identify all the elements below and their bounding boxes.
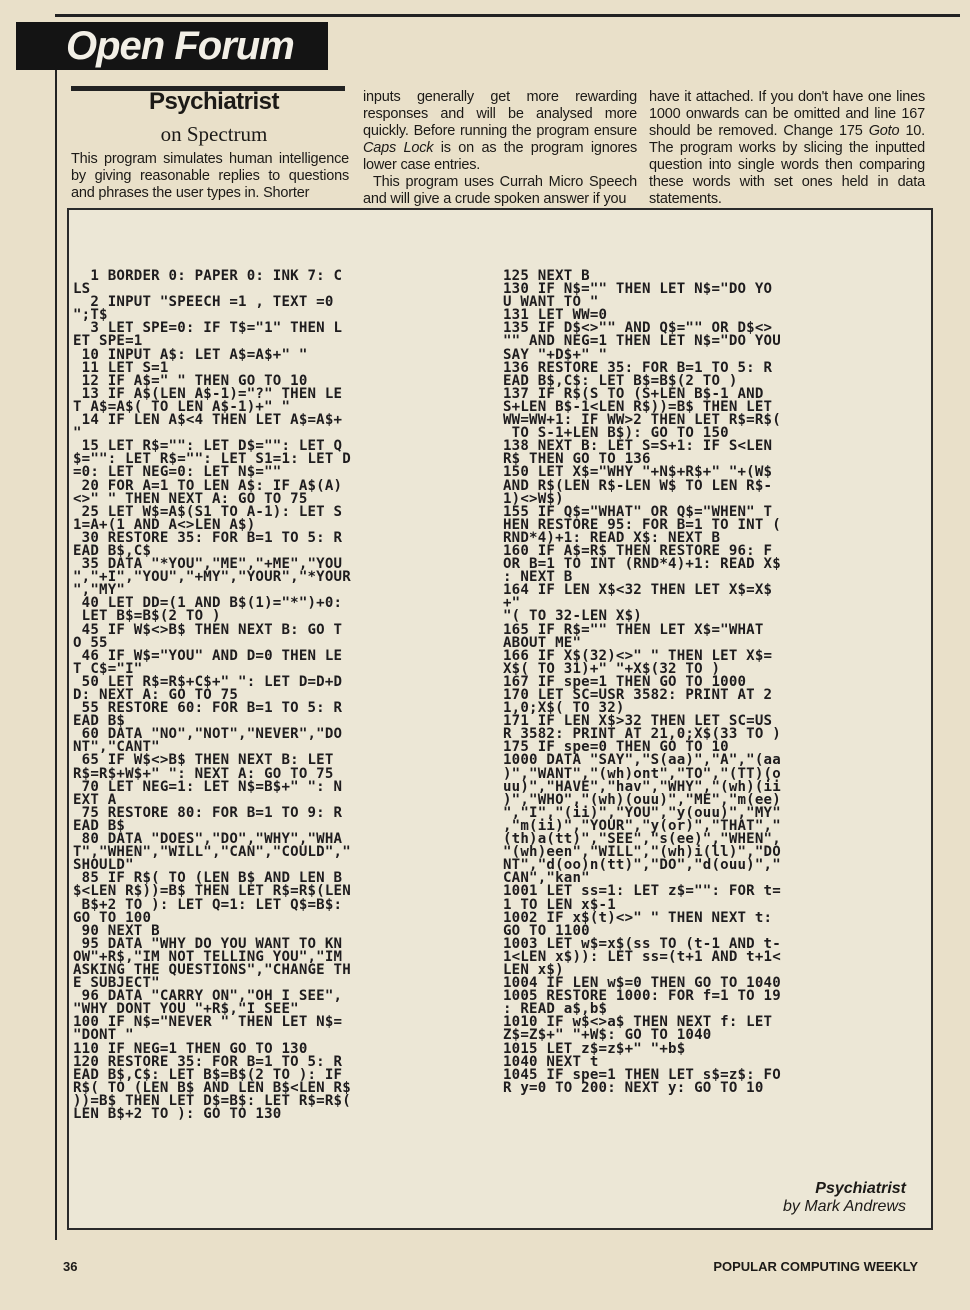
- code-line: 30 RESTORE 35: FOR B=1 TO 5: R: [73, 529, 343, 546]
- intro-text: is on as the program ignores lower case entries.: [363, 140, 637, 173]
- code-line: 171 IF LEN X$>32 THEN LET SC=US: [503, 713, 773, 730]
- code-line: R 3582: PRINT AT 21,0;X$(33 TO ): [503, 726, 781, 743]
- code-line: +": [503, 595, 521, 612]
- code-line: T","WHEN","WILL","CAN","COULD",": [73, 844, 351, 861]
- code-line: (th)a(tt)","SEE","s(ee)","WHEN",: [503, 831, 781, 848]
- code-line: "(wh)een","WILL","(wh)i(ll)","DO: [503, 844, 781, 861]
- code-line: 165 IF R$="" THEN LET X$="WHAT: [503, 621, 764, 638]
- code-line: ET SPE=1: [73, 333, 143, 350]
- code-line: NT","CANT": [73, 739, 160, 756]
- code-line: 11 LET S=1: [73, 359, 169, 376]
- code-line: R$=R$+W$+" ": NEXT A: GO TO 75: [73, 765, 334, 782]
- code-line: EAD B$: [73, 817, 126, 834]
- code-line: =0: LET NEG=0: LET N$="": [73, 464, 282, 481]
- intro-emphasis: Goto: [868, 123, 900, 139]
- code-line: 135 IF D$<>"" AND Q$="" OR D$<>: [503, 320, 773, 337]
- code-line: 155 IF Q$="WHAT" OR Q$="WHEN" T: [503, 503, 773, 520]
- code-line: 167 IF spe=1 THEN GO TO 1000: [503, 673, 747, 690]
- code-line: 160 IF A$=R$ THEN RESTORE 96: F: [503, 542, 773, 559]
- code-line: LS: [73, 281, 91, 298]
- code-line: 1003 LET w$=x$(ss TO (t-1 AND t-: [503, 935, 781, 952]
- code-line: 138 NEXT B: LET S=S+1: IF S<LEN: [503, 438, 773, 455]
- code-line: "WHY DONT YOU "+R$,"I SEE": [73, 1001, 299, 1018]
- code-line: 1001 LET ss=1: LET z$="": FOR t=: [503, 883, 781, 900]
- code-line: R$( TO (LEN B$ AND LEN B$<LEN R$: [73, 1079, 351, 1096]
- code-line: 150 LET X$="WHY "+N$+R$+" "+(W$: [503, 464, 773, 481]
- byline: [700, 1180, 906, 1216]
- code-line: 1004 IF LEN w$=0 THEN GO TO 1040: [503, 975, 781, 992]
- code-line: 90 NEXT B: [73, 922, 160, 939]
- code-line: 80 DATA "DOES","DO","WHY","WHA: [73, 831, 343, 848]
- code-line: ASKING THE QUESTIONS","CHANGE TH: [73, 961, 351, 978]
- listing-column-right: [503, 270, 928, 1095]
- article-subtitle: on Spectrum: [160, 122, 268, 146]
- code-line: ": [73, 425, 82, 442]
- code-line: SAY "+D$+" ": [503, 346, 608, 363]
- code-line: 14 IF LEN A$<4 THEN LET A$=A$+: [73, 412, 343, 429]
- code-line: 70 LET NEG=1: LET N$=B$+" ": N: [73, 778, 343, 795]
- code-line: : NEXT B: [503, 569, 573, 586]
- code-line: 25 LET W$=A$(S1 TO A-1): LET S: [73, 503, 343, 520]
- left-margin-rule: [55, 70, 57, 1240]
- article-title: Psychiatrist: [148, 88, 280, 115]
- code-line: Z$=Z$+" "+W$: GO TO 1040: [503, 1027, 712, 1044]
- code-line: $="": LET R$="": LET S1=1: LET D: [73, 451, 351, 468]
- code-line: 1=A+(1 AND A<>LEN A$): [73, 516, 256, 533]
- code-line: EXT A: [73, 791, 117, 808]
- code-line: EAD B$,C$: LET B$=B$(2 TO ): IF: [73, 1066, 343, 1083]
- code-line: ))=B$ THEN LET D$=B$: LET R$=R$(: [73, 1092, 351, 1109]
- code-line: 1002 IF x$(t)<>" " THEN NEXT t:: [503, 909, 773, 926]
- code-line: "DONT ": [73, 1027, 134, 1044]
- code-line: "( TO 32-LEN X$): [503, 608, 642, 625]
- code-line: ";T$: [73, 307, 108, 324]
- code-line: 1010 IF w$<>a$ THEN NEXT f: LET: [503, 1014, 773, 1031]
- intro-paragraph: This program uses Currah Micro Speech and will give a crude spoken answer if you: [363, 174, 637, 207]
- publication-name: POPULAR COMPUTING WEEKLY: [713, 1259, 918, 1274]
- intro-paragraph: [649, 89, 925, 208]
- code-line: 3 LET SPE=0: IF T$="1" THEN L: [73, 320, 343, 337]
- code-line: CAN","kan": [503, 870, 590, 887]
- code-line: ","+I","YOU","+MY","YOUR","*YOUR: [73, 569, 351, 586]
- intro-emphasis: Caps Lock: [363, 140, 434, 156]
- code-line: LEN B$+2 TO ): GO TO 130: [73, 1106, 282, 1122]
- code-line: AND R$(LEN R$-LEN W$ TO LEN R$-: [503, 477, 773, 494]
- code-line: 175 IF spe=0 THEN GO TO 10: [503, 739, 729, 756]
- code-line: )","WANT","(wh)ont","TO","(TT)(o: [503, 765, 781, 782]
- code-line: LEN x$): [503, 961, 564, 978]
- code-line: 15 LET R$="": LET D$="": LET Q: [73, 438, 343, 455]
- code-line: 96 DATA "CARRY ON","OH I SEE",: [73, 988, 343, 1005]
- code-line: HEN RESTORE 95: FOR B=1 TO INT (: [503, 516, 781, 533]
- code-line: OR B=1 TO INT (RND*4)+1: READ X$: [503, 556, 781, 573]
- code-line: 50 LET R$=R$+C$+" ": LET D=D+D: [73, 673, 343, 690]
- code-line: ","MY": [73, 582, 126, 599]
- code-line: 60 DATA "NO","NOT","NEVER","DO: [73, 726, 343, 743]
- code-line: R y=0 TO 200: NEXT y: GO TO 10: [503, 1079, 764, 1096]
- code-line: ABOUT ME": [503, 634, 582, 651]
- code-line: 1040 NEXT t: [503, 1053, 599, 1070]
- listing-column-left: [73, 270, 498, 1121]
- code-line: D: NEXT A: GO TO 75: [73, 687, 239, 703]
- code-line: "" AND NEG=1 THEN LET N$="DO YOU: [503, 333, 781, 350]
- code-line: <>" " THEN NEXT A: GO TO 75: [73, 490, 308, 507]
- code-line: 166 IF X$(32)<>" " THEN LET X$=: [503, 647, 773, 664]
- code-line: 100 IF N$="NEVER " THEN LET N$=: [73, 1014, 343, 1031]
- intro-column-2: [363, 89, 637, 208]
- code-line: 131 LET WW=0: [503, 307, 608, 324]
- code-line: 136 RESTORE 35: FOR B=1 TO 5: R: [503, 359, 773, 376]
- code-line: $<LEN R$))=B$ THEN LET R$=R$(LEN: [73, 883, 351, 900]
- intro-paragraph: This program simulates human intelligence by giving reasonable replies to questions and phrases the user types in. Shorter: [71, 151, 349, 201]
- code-line: LET B$=B$(2 TO ): [73, 608, 221, 625]
- code-line: 95 DATA "WHY DO YOU WANT TO KN: [73, 935, 343, 952]
- intro-text: 10. The program works by slicing the inputted question into single words then comparing these words with set ones held in data statements.: [649, 123, 926, 207]
- page-number: 36: [63, 1259, 78, 1274]
- intro-paragraph: [363, 89, 637, 174]
- section-masthead: Open Forum: [16, 22, 328, 70]
- code-line: 1005 RESTORE 1000: FOR f=1 TO 19: [503, 988, 781, 1005]
- intro-column-3: [649, 89, 925, 208]
- code-line: ","I","(ii)","YOU","y(ouu)","MY": [503, 804, 781, 821]
- code-line: 1<LEN x$)): LET ss=(t+1 AND t+1<: [503, 948, 781, 965]
- code-line: R$ THEN GO TO 136: [503, 451, 651, 468]
- intro-column-1: [71, 151, 349, 202]
- intro-text: inputs generally get more rewarding responses and will be analysed more quickly. Before running the program ensure: [363, 89, 637, 139]
- top-rule: [55, 14, 960, 17]
- code-line: EAD B$: [73, 713, 126, 730]
- code-line: 170 LET SC=USR 3582: PRINT AT 2: [503, 687, 773, 703]
- code-line: 10 INPUT A$: LET A$=A$+" ": [73, 346, 308, 363]
- code-line: 110 IF NEG=1 THEN GO TO 130: [73, 1040, 308, 1057]
- code-line: 40 LET DD=(1 AND B$(1)="*")+0:: [73, 595, 343, 612]
- code-line: 65 IF W$<>B$ THEN NEXT B: LET: [73, 752, 334, 769]
- code-line: 35 DATA "*YOU","ME","+ME","YOU: [73, 556, 343, 573]
- code-line: 130 IF N$="" THEN LET N$="DO YO: [503, 281, 773, 298]
- code-line: 1015 LET z$=z$+" "+b$: [503, 1040, 686, 1057]
- code-line: EAD B$,C$: [73, 542, 152, 559]
- code-line: 125 NEXT B: [503, 268, 590, 284]
- code-line: 1 TO LEN x$-1: [503, 896, 616, 913]
- code-line: 85 IF R$( TO (LEN B$ AND LEN B: [73, 870, 343, 887]
- code-line: 137 IF R$(S TO (S+LEN B$-1 AND: [503, 385, 764, 402]
- code-line: 20 FOR A=1 TO LEN A$: IF A$(A): [73, 477, 343, 494]
- code-line: )","WHO","(wh)(ouu)","ME","m(ee): [503, 791, 781, 808]
- code-line: 1,0;X$( TO 32): [503, 700, 625, 717]
- code-line: 75 RESTORE 80: FOR B=1 TO 9: R: [73, 804, 343, 821]
- code-line: NT","d(oo)n(tt)","DO","d(ouu)",": [503, 857, 781, 874]
- code-line: 1 BORDER 0: PAPER 0: INK 7: C: [73, 268, 343, 284]
- code-line: 46 IF W$="YOU" AND D=0 THEN LE: [73, 647, 343, 664]
- code-line: 2 INPUT "SPEECH =1 , TEXT =0: [73, 294, 334, 311]
- code-line: 45 IF W$<>B$ THEN NEXT B: GO T: [73, 621, 343, 638]
- byline-author: by Mark Andrews: [783, 1198, 906, 1215]
- code-line: TO S-1+LEN B$): GO TO 150: [503, 425, 729, 442]
- code-line: RND*4)+1: READ X$: NEXT B: [503, 529, 721, 546]
- code-line: 12 IF A$=" " THEN GO TO 10: [73, 372, 308, 389]
- code-line: 1000 DATA "SAY","S(aa)","A","(aa: [503, 752, 781, 769]
- code-line: GO TO 1100: [503, 922, 590, 939]
- code-line: T A$=A$( TO LEN A$-1)+" ": [73, 398, 291, 415]
- intro-text: have it attached. If you don't have one lines 1000 onwards can be omitted and line 167 should be removed. Change 175: [649, 89, 925, 139]
- code-line: 164 IF LEN X$<32 THEN LET X$=X$: [503, 582, 773, 599]
- code-line: U WANT TO ": [503, 294, 599, 311]
- code-line: : READ a$,b$: [503, 1001, 608, 1018]
- code-line: X$( TO 31)+" "+X$(32 TO ): [503, 660, 721, 677]
- code-line: uu)","HAVE","hav","WHY","(wh)(ii: [503, 778, 781, 795]
- byline-program: Psychiatrist: [815, 1180, 906, 1197]
- code-line: EAD B$,C$: LET B$=B$(2 TO ): [503, 372, 738, 389]
- code-line: 1045 IF spe=1 THEN LET s$=z$: FO: [503, 1066, 781, 1083]
- code-line: ,"m(ii)","YOUR","y(or)","THAT",": [503, 817, 781, 834]
- code-line: OW"+R$,"IM NOT TELLING YOU","IM: [73, 948, 343, 965]
- code-line: GO TO 100: [73, 909, 152, 926]
- code-line: 13 IF A$(LEN A$-1)="?" THEN LE: [73, 385, 343, 402]
- code-line: 120 RESTORE 35: FOR B=1 TO 5: R: [73, 1053, 343, 1070]
- code-line: E SUBJECT": [73, 975, 160, 992]
- code-line: WW=WW+1: IF WW>2 THEN LET R$=R$(: [503, 412, 781, 429]
- code-line: 1)<>W$): [503, 490, 564, 507]
- code-line: S+LEN B$-1<LEN R$))=B$ THEN LET: [503, 398, 773, 415]
- code-line: SHOULD": [73, 857, 134, 874]
- code-line: 55 RESTORE 60: FOR B=1 TO 5: R: [73, 700, 343, 717]
- code-line: B$+2 TO ): LET Q=1: LET Q$=B$:: [73, 896, 343, 913]
- code-line: T C$="I": [73, 660, 143, 677]
- code-line: O 55: [73, 634, 108, 651]
